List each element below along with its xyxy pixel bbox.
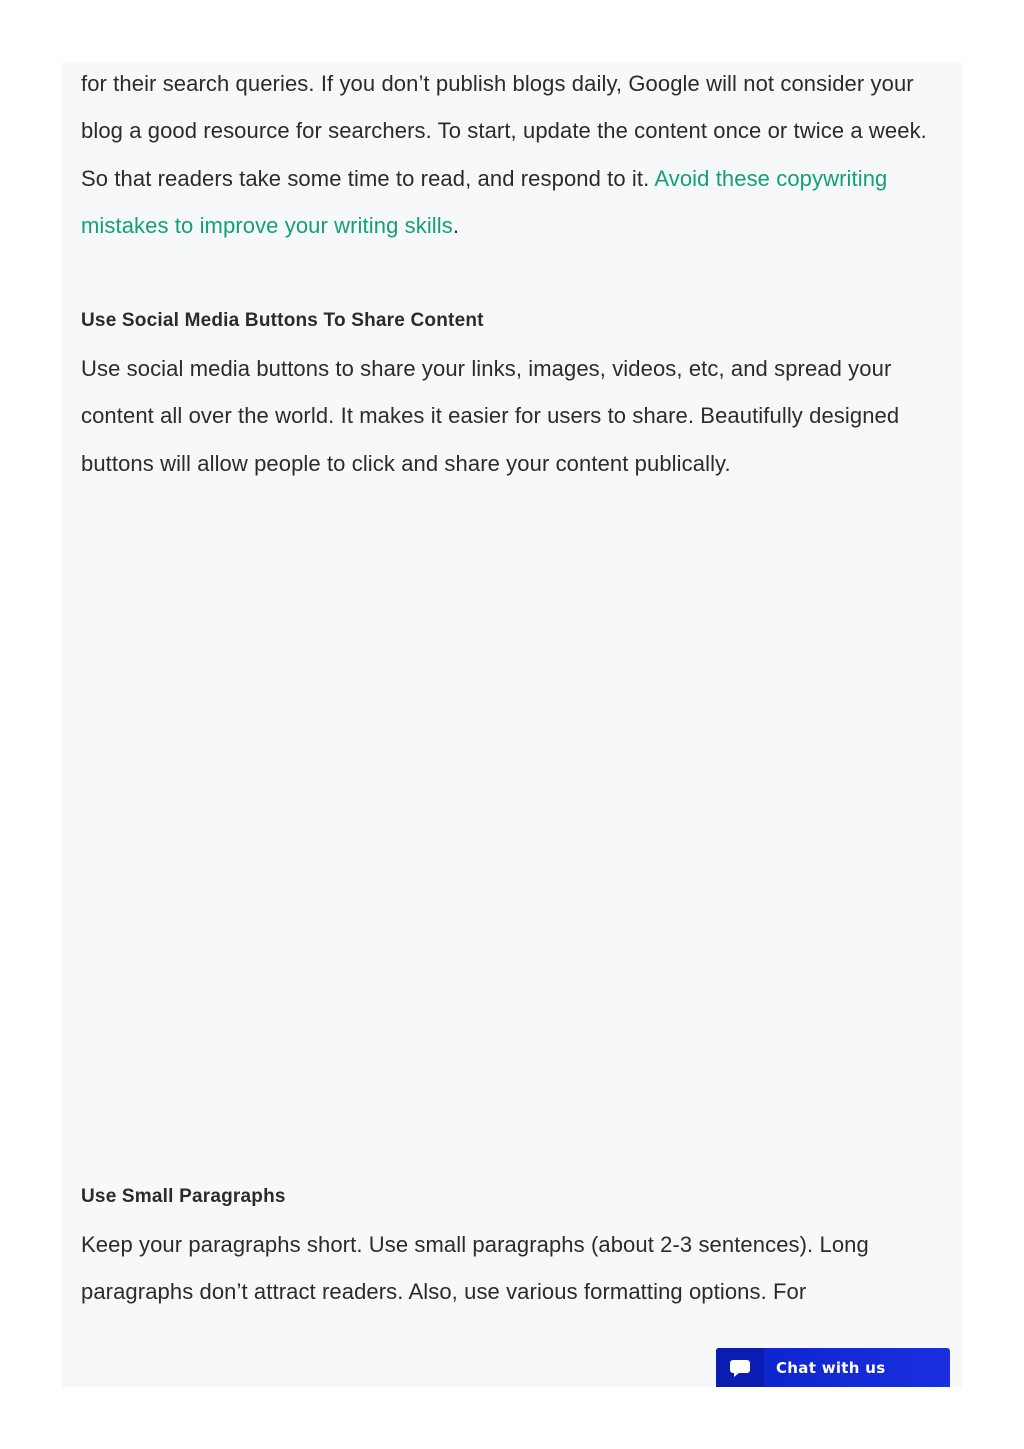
intro-paragraph-period: . (452, 212, 460, 238)
article-panel (62, 62, 962, 1387)
copywriting-mistakes-link[interactable]: Avoid these copywriting mistakes to improve your writing skills (81, 165, 888, 238)
chat-bubble-icon (729, 1357, 751, 1379)
section-body-social-media: Use social media buttons to share your links, images, videos, etc, and spread your content all over the world. It makes it easier for users to share. Beautifully designed buttons will allow people to click and share your content publically. (81, 356, 900, 476)
chat-with-us-button[interactable] (716, 1348, 950, 1387)
intro-paragraph-text: for their search queries. If you don’t publish blogs daily, Google will not consider your blog a good resource for searchers. To start, update the content once or twice a week. So that readers take some time to read, and respond to it. (81, 71, 927, 191)
section-heading-social-media: Use Social Media Buttons To Share Content (81, 310, 484, 331)
intro-paragraph (81, 62, 943, 249)
chat-label: Chat with us (776, 1358, 886, 1377)
chat-icon-container (716, 1348, 764, 1387)
section-heading-small-paragraphs: Use Small Paragraphs (81, 1186, 286, 1207)
section-body-small-paragraphs: Keep your paragraphs short. Use small paragraphs (about 2-3 sentences). Long paragraphs don’t attract readers. Also, use various formatting options. For (81, 1232, 869, 1305)
